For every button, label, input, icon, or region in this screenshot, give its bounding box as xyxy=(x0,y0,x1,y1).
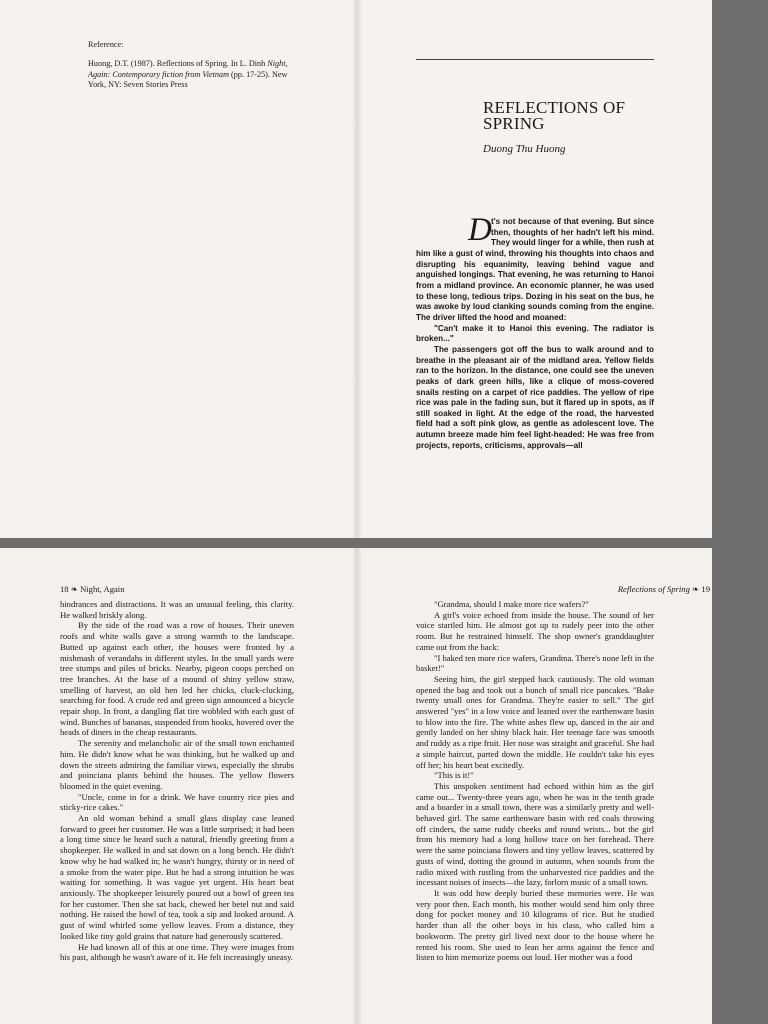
citation-book-title: Night, Again: Contemporary fiction from Vietnam xyxy=(88,59,288,79)
citation-line-1: Huong, D.T. (1987). Reflections of Spring. In L. Dinh xyxy=(88,59,266,68)
paragraph: "I baked ten more rice wafers, Grandma. There's none left in the basket!" xyxy=(416,652,654,674)
story-title: REFLECTIONS OF SPRING xyxy=(483,98,626,133)
page-18-text-column xyxy=(60,599,294,963)
page-19-text-column xyxy=(416,599,654,963)
reference-label: Reference: xyxy=(88,40,124,49)
top-page-spread xyxy=(0,0,712,538)
reference-citation xyxy=(88,59,288,91)
title-page-text-column xyxy=(416,212,654,451)
running-head-right: Reflections of Spring ❧ 19 xyxy=(617,584,710,594)
gutter-shadow xyxy=(352,0,362,538)
paragraph: An old woman behind a small glass display case leaned forward to greet her customer. He was a little surprised; it had been a long time since he heard such a natural, friendly greeting from a shopkeeper. He walked in and sat down on a long bench. He didn't know why he had walked in; he wasn't hungry, thirsty or in need of a smoke from the water pipe. But he had a strong intuition he was waiting for something. It was vague yet urgent. His heart beat anxiously. The shopkeeper leisurely poured out a bowl of green tea for her customer. Then she sat back, chewed her betel nut and said nothing. He raised the bowl of tea, took a sip and looked around. A gust of wind whirled some yellow leaves. From a distance, they looked like tiny gold grains that nature had generously scattered. xyxy=(60,813,294,941)
paragraph: Seeing him, the girl stepped back cautiously. The old woman opened the bag and took out a bunch of small rice pancakes. "Bake twenty small ones for Grandma. They're easier to sell." The girl answered "yes" in a low voice and leaned over the earthenware basin to blow into the fire. The white ashes flew up, danced in the air and gently landed on her shiny black hair. Her teenage face was smooth and ruddy as a ripe fruit. Her nose was straight and graceful. She had a simple haircut, parted down the middle. He couldn't take his eyes off her; his heart beat excitedly. xyxy=(416,673,654,770)
paragraph: hindrances and distractions. It was an unusual feeling, this clarity. He walked briskly along. xyxy=(60,599,294,620)
paragraph: A girl's voice echoed from inside the house. The sound of her voice startled him. He almost got up to rudely peer into the other room. But he restrained himself. The shop owner's granddaughter came out from the back: xyxy=(416,609,654,652)
title-rule xyxy=(416,59,654,60)
paragraph: The passengers got off the bus to walk around and to breathe in the pleasant air of the midland area. Yellow fields ran to the horizon. In the distance, one could see the uneven peaks of dark green hills, like a clique of moss-covered snails resting on a carpet of rice paddies. The yellow of ripe rice was pale in the fading sun, but it flared up in spots, as if still soaked in light. At the edge of the road, the harvested field had a soft pink glow, as gentle as adolescent love. The autumn breeze made him feel light-headed: He was free from projects, reports, criticisms, approvals—all xyxy=(416,344,654,450)
paragraph: He had known all of this at one time. They were images from his past, although he wasn't aware of it. He felt increasingly uneasy. xyxy=(60,941,294,963)
drop-cap: D xyxy=(468,212,492,248)
citation-pages: (pp. xyxy=(229,69,245,79)
paragraph: "This is it!" xyxy=(434,770,474,781)
paragraph: "Uncle, come in for a drink. We have country rice pies and sticky-rice cakes." xyxy=(60,791,294,813)
running-head-left: 18 ❧ Night, Again xyxy=(60,584,125,594)
gutter-shadow xyxy=(352,548,362,1024)
paragraph: By the side of the road was a row of houses. Their uneven roofs and white walls gave a strong warmth to the landscape. Butted up against each other, the houses were fronted by a mishmash of verandahs in different styles. In the small yards were tree stumps and piles of bricks. Nearby, pigeon coops perched on tree branches. At the base of a mound of shiny yellow straw, smelling of harvest, an old hen led her chicks, cluck-clucking, searching for food. A crude red and green sign announced a bicycle repair shop. In front, a dangling flat tire wobbled with each gust of wind. Bunches of bananas, suspended from hooks, hovered over the heads of diners in the cheap restaurants. xyxy=(60,620,294,738)
paragraph: The serenity and melancholic air of the small town enchanted him. He didn't know what he was thinking, but he walked up and down the streets admiring the familiar views, especially the shrubs and poinciana plants behind the houses. The yellow flowers bloomed in the quiet evening. xyxy=(60,738,294,791)
paragraph: It was odd how deeply buried these memories were. He was very poor then. Each month, his mother would send him only three dong for pocket money and 10 kilograms of rice. But he studied harder than all the other boys in his class, who called him a bookworm. The pretty girl lived next door to the house where he rented his room. She used to lean her arms against the fence and listen to him memorize poems out loud. Her mother was a food xyxy=(416,887,654,963)
paragraph: This unspoken sentiment had echoed within him as the girl came out... Twenty-three years ago, when he was in the tenth grade and a boarder in a small town, there was a similarly pretty and well-behaved girl. The same earthenware basin with red coals throwing off cinders, the same ruddy cheeks and round wrists... but the girl from his memory had a long hollow trace on her forehead. There were the same poinciana flowers and tiny yellow leaves, scattered by gusts of wind, dotting the ground in autumn, when sounds from the radio mixed with rustling from the unharvested rice paddies and the incessant noises of insects—the lazy, forlorn music of a small town. xyxy=(416,780,654,888)
paragraph: Dt's not because of that evening. But since then, thoughts of her hadn't left his mind. They would linger for a while, then rush at him like a gust of wind, throwing his thoughts into chaos and disrupting his equanimity, leaving behind vague and anguished longings. That evening, he was returning to Hanoi from a midland province. An economic planner, he was used to these long, tedious trips. Dozing in his seat on the bus, he was awoke by loud clanking sounds coming from the engine. The driver lifted the hood and moaned: xyxy=(416,212,654,322)
story-author: Duong Thu Huong xyxy=(483,143,566,155)
paragraph: "Grandma, should I make more rice wafers?" xyxy=(434,599,589,609)
citation-publisher: 17-25). New York, NY: Seven Stories Press xyxy=(88,69,288,89)
paragraph: "Can't make it to Hanoi this evening. The radiator is broken..." xyxy=(416,323,654,344)
